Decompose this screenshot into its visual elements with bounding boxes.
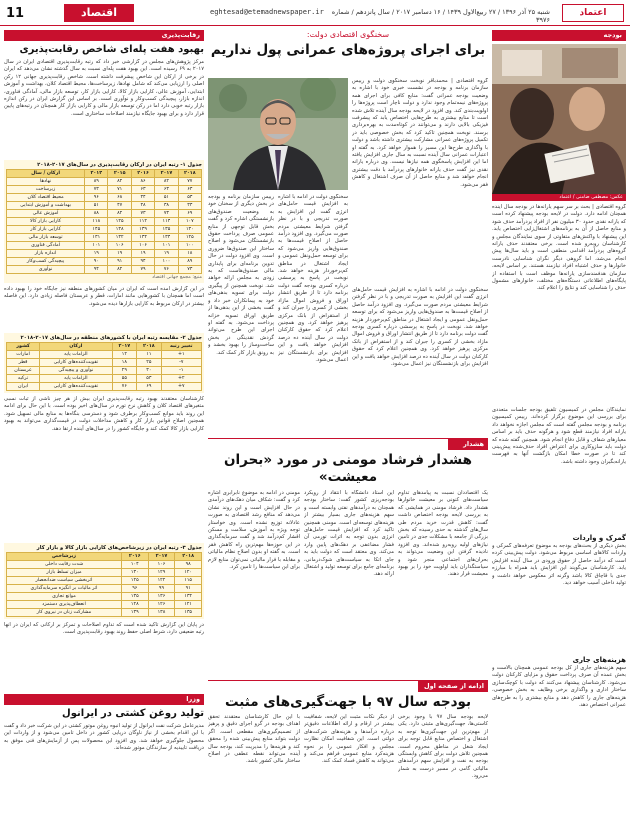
table-cell: ۱۱۵ <box>175 577 202 585</box>
table-cell: ۵۵ <box>112 375 137 383</box>
lead-column-3: رییس سازمان برنامه و بودجه در بخش دیگری از سخنان خود به وضعیت صندوق‌های بازنشستگی اشاره کرد و گفت بخش قابل توجهی از منابع عمومی صرف پرداخت حقوق بازنشستگان می‌شود و اصلاح ساختار این صندوق‌ها ضروری است. وی افزود دولت در حال تدوین برنامه‌ای برای پایداری مالی صندوق‌هاست که به زودی به مجلس ارائه خواهد شد. نوبخت همچنین از پیگیری دولت برای تسویه بدهی‌های خود به پیمانکاران خبر داد و گفت بخشی از این بدهی‌ها از طریق اوراق تسویه خزانه پرداخت می‌شود. به گفته او اجرای این طرح می‌تواند گردش نقدینگی در بخش ساخت‌وساز را بهبود بخشد و به رونق بازار کار کمک کند. <box>208 194 274 356</box>
table-cell: تقویت‌کننده‌های کارایی <box>40 383 113 391</box>
table-header-cell: ۲۰۱۶ <box>131 170 154 178</box>
article-tag: هشدار <box>448 439 488 450</box>
table-cell: الزامات پایه <box>40 375 113 383</box>
table-cell: ۱۳۹ <box>131 226 154 234</box>
table-header-cell: تغییر رتبه <box>161 343 201 351</box>
table-cell: اثربخشی سیاست ضدانحصار <box>7 577 122 585</box>
lead-headline <box>208 30 488 74</box>
table-cell: ۹۰ <box>85 258 108 266</box>
table-cell: ۱۳۰ <box>121 569 148 577</box>
budget-column-1: لایحه بودجه سال ۹۷ با وجود برخی کاستی‌ها، جهت‌گیری‌های مثبتی دارد. یکی از مهم‌ترین این جهت‌گیری‌ها توجه به اشتغال و اختصاص منابع قابل توجه برای ایجاد شغل در مناطق محروم است. همچنین تلاش دولت برای کاهش وابستگی بودجه به نفت و افزایش سهم درآمدهای مالیاتی گامی در مسیر درست به شمار می‌رود. <box>398 714 488 780</box>
table-cell: ۴۴ <box>131 194 154 202</box>
table-cell: ۸۲ <box>108 266 131 274</box>
article-tag: ادامه از صفحه اول <box>418 681 488 692</box>
budget-article <box>208 680 488 816</box>
table-cell: ۵۱ <box>155 194 178 202</box>
table-cell: ۶۸ <box>108 194 131 202</box>
article-body: کارشناسان معتقدند بهبود رتبه رقابت‌پذیری ایران بیش از هر چیز ناشی از ثبات نسبی متغیرهای اقتصاد کلان و کاهش نرخ تورم در سال‌های اخیر بوده است. با این حال برای ادامه این روند باید موانع کسب‌وکار برطرف شود و دسترسی بنگاه‌ها به منابع مالی تسهیل شود. همچنین اصلاح قوانین بازار کار و کاهش مداخلات دولت در قیمت‌گذاری می‌تواند به بهبود کارایی بازار کالا کمک کند و جایگاه کشور را در سال‌های آینده ارتقا دهد. <box>4 396 204 432</box>
table-cell: ۱۲ <box>112 351 137 359</box>
table-row <box>7 178 202 186</box>
table-cell: ۱۰۰ <box>178 242 201 250</box>
dateline: شنبه ۲۵ آذر ۱۳۹۶ / ۲۷ ربیع‌الاول ۱۴۳۹ / ۱۶ دسامبر ۲۰۱۷ / سال پانزدهم / شماره ۳۹۷۶ <box>331 8 550 24</box>
table-cell: ۹۴ <box>131 258 154 266</box>
article-body: سهم هزینه‌های جاری از کل بودجه عمومی همچنان بالاست و بخش عمده آن صرف پرداخت حقوق و مزایای کارکنان دولت می‌شود. کارشناسان پیشنهاد می‌کنند که دولت با کوچک‌سازی ساختار اداری و واگذاری برخی وظایف به بخش خصوصی، هزینه‌های جاری را کاهش دهد و منابع بیشتری را به طرح‌های عمرانی اختصاص دهد. <box>492 665 626 709</box>
table-row <box>7 601 202 609</box>
table-cell: ۸۶ <box>131 178 154 186</box>
table-cell: ۸۸ <box>85 210 108 218</box>
article-title: بهبود هفت پله‌ای شاخص رقابت‌پذیری <box>19 44 204 55</box>
table-cell: ۱+ <box>161 351 201 359</box>
article-body: در پایان این گزارش تاکید شده است که تداوم اصلاحات و تمرکز بر ارکانی که ایران در آنها رتبه ضعیفی دارد، شرط اصلی حفظ روند بهبود رقابت‌پذیری است. <box>4 622 204 636</box>
article-title: بودجه سال ۹۷ با جهت‌گیری‌های مثبت <box>224 694 472 710</box>
table-header-cell: ۲۰۱۵ <box>108 170 131 178</box>
table-cell: ۱۳۴ <box>131 234 154 242</box>
table-cell: ۱۲۸ <box>121 601 148 609</box>
table-row <box>7 561 202 569</box>
table-cell: ۱۹ <box>155 250 178 258</box>
table-cell: ۵۳ <box>178 194 201 202</box>
table-cell: ۶۳ <box>155 186 178 194</box>
table-cell: ۱۳۵ <box>121 593 148 601</box>
table-header-cell: ۲۰۱۶ <box>121 553 148 561</box>
section-email: eghtesad@etemadnewspaper.ir <box>210 8 324 16</box>
newspaper-logo: اعتماد <box>562 4 624 22</box>
table-cell: ۹۹ <box>148 585 175 593</box>
table-cell: عربستان <box>7 367 40 375</box>
table-row <box>7 375 202 383</box>
table-row <box>7 250 202 258</box>
table-header-cell: ۲۰۱۸ <box>175 553 202 561</box>
table-cell: پیچیدگی کسب‌وکار <box>7 258 85 266</box>
table-cell: ۶۳ <box>131 186 154 194</box>
table-cell: ۱۳۵ <box>155 226 178 234</box>
warning-column-1: یک اقتصاددان نسبت به پیامدهای تداوم سیاست‌های کنونی بر معیشت خانوارها هشدار داد. فرشاد مومنی در همایشی که به بررسی لایحه بودجه اختصاص داشت گفت: کاهش قدرت خرید مردم طی سال‌های گذشته به حدی رسیده که بخش بزرگی از جامعه با مشکلات جدی در تامین نیازهای اولیه روبه‌رو شده‌اند. وی افزود نادیده گرفتن این وضعیت می‌تواند به بحران‌های اجتماعی منجر شود و سیاستگذاران باید اولویت خود را بر بهبود معیشت قرار دهند. <box>398 490 488 578</box>
table-cell: ۹۶ <box>121 585 148 593</box>
table-cell: اندازه بازار <box>7 250 85 258</box>
table-cell: ۱۲۱ <box>175 601 202 609</box>
table-cell: ۴۸ <box>131 202 154 210</box>
table-caption: جدول ۳- رتبه ایران در زیرشاخص‌های کارایی بازار کالا و بازار کار <box>36 545 202 551</box>
queue-photo <box>492 44 626 194</box>
table-row <box>7 351 202 359</box>
table-cell: آموزش عالی <box>7 210 85 218</box>
table-cell: ۹۱ <box>108 258 131 266</box>
subheading: هزینه‌های جاری <box>572 656 626 664</box>
table-cell: ۱۱ <box>137 351 162 359</box>
table-cell: ۶۹ <box>137 383 162 391</box>
lead-column-1-continued: سخنگوی دولت در ادامه با اشاره به افزایش قیمت حامل‌های انرژی گفت این افزایش به صورت تدریجی و با در نظر گرفتن شرایط معیشتی مردم صورت می‌گیرد. وی افزود درآمد حاصل از اصلاح قیمت‌ها به صندوق‌هایی واریز می‌شود که برای توسعه حمل‌ونقل عمومی و ایجاد اشتغال در مناطق کم‌برخوردار هزینه خواهد شد. نوبخت در پاسخ به پرسشی درباره کسری بودجه گفت دولت برنامه دارد تا از طریق انتشار اوراق و فروش اموال مازاد بخشی از کسری را جبران کند و از استقراض از بانک مرکزی پرهیز خواهد کرد. وی همچنین اعلام کرد که حقوق کارکنان دولت در سال آینده ده درصد افزایش خواهد یافت و این افزایش برای بازنشستگان نیز اعمال می‌شود. <box>352 287 488 368</box>
table-caption: جدول ۲- مقایسه رتبه ایران با کشورهای منطقه در سال‌های ۲۰۱۷-۲۰۱۸ <box>20 335 202 341</box>
table-cell: ۵۱ <box>85 202 108 210</box>
table-cell: نوآوری <box>7 266 85 274</box>
table-cell: ۱۱۸ <box>85 218 108 226</box>
article-title: تولید روغن کشتی در ایرانول <box>62 708 204 719</box>
table-cell: میزان تسلط بازار <box>7 569 122 577</box>
photo-caption: عکس: مصطفی ضامنی / اعتماد <box>492 194 626 201</box>
table-row <box>7 234 202 242</box>
table-caption: جدول ۱- رتبه ایران در ارکان رقابت‌پذیری در سال‌های ۲۰۱۷-۲۰۱۸ <box>37 162 202 168</box>
table-cell: ۵۳ <box>137 375 162 383</box>
article-tag: بودجه <box>492 30 626 41</box>
table-header-cell: کشور <box>7 343 40 351</box>
table-cell: قطر <box>7 359 40 367</box>
table-cell: ۱۹ <box>131 250 154 258</box>
table-cell: ۱۲۵ <box>121 577 148 585</box>
table-header-cell: ارکان <box>40 343 113 351</box>
table-cell: ۳۸ <box>155 202 178 210</box>
table-cell: ایران <box>7 383 40 391</box>
table-cell: ۸۹ <box>178 258 201 266</box>
table-cell: نوآوری و پیچیدگی <box>40 367 113 375</box>
table-cell: ۸۹ <box>85 178 108 186</box>
article-title: هشدار فرشاد مومنی در مورد «بحران معیشت» <box>224 452 472 485</box>
lead-title: برای اجرای پروژه‌های عمرانی پول نداریم <box>210 42 486 58</box>
table-cell: ۱۰۶ <box>148 561 175 569</box>
table-cell: ۱۳۲ <box>108 234 131 242</box>
warning-column-3: مومنی در ادامه به موضوع نابرابری اشاره کرد و گفت: شکاف میان دهک‌های درآمدی در حال افزایش است و این روند نشان می‌دهد که منافع رشد اقتصادی به صورت عادلانه توزیع نشده است. وی خواستار توجه ویژه به آموزش، سلامت و مسکن اقشار کم‌درآمد شد و گفت سرمایه‌گذاری در این حوزه‌ها مهم‌ترین راه کاهش فقر است. به گفته او بدون اصلاح نظام مالیاتی و مقابله با فرار مالیاتی نمی‌توان منابع لازم برای این سیاست‌ها را تامین کرد. <box>208 490 300 571</box>
table-row <box>7 210 202 218</box>
table-cell: ۷۳ <box>131 210 154 218</box>
table-cell: ۶۹ <box>178 210 201 218</box>
table-cell: الزامات پایه <box>40 351 113 359</box>
table-cell: شدت رقابت داخلی <box>7 561 122 569</box>
page-header <box>0 0 630 26</box>
table-cell: ۸۲ <box>155 178 178 186</box>
table-cell: ۱۳۴ <box>175 593 202 601</box>
lead-kicker: سخنگوی اقتصادی دولت: <box>306 30 390 39</box>
table-cell: ۷- <box>161 359 201 367</box>
table-cell: ۱۱۲ <box>131 218 154 226</box>
table-row <box>7 266 202 274</box>
table-cell: ۱۳۸ <box>108 226 131 234</box>
table-cell: ۱۰۶ <box>131 242 154 250</box>
table-header-cell: ۲۰۱۸ <box>137 343 162 351</box>
page-number: 11 <box>6 6 25 21</box>
table-row <box>7 359 202 367</box>
table-source: منبع: مجمع جهانی اقتصاد <box>151 275 202 280</box>
table-header-cell: ۲۰۱۸ <box>178 170 201 178</box>
table-row <box>7 609 202 617</box>
table-row <box>7 218 202 226</box>
table-cell: ۱۹ <box>85 250 108 258</box>
table-cell: ۲۹ <box>112 367 137 375</box>
subindex-table <box>4 543 204 619</box>
table-cell: ۱۰۶ <box>108 242 131 250</box>
lead-column-2: سخنگوی دولت در ادامه با اشاره به افزایش قیمت حامل‌های انرژی گفت این افزایش به صورت تدریجی و با در نظر گرفتن شرایط معیشتی مردم صورت می‌گیرد. وی افزود درآمد حاصل از اصلاح قیمت‌ها به صندوق‌هایی واریز می‌شود که برای توسعه حمل‌ونقل عمومی و ایجاد اشتغال در مناطق کم‌برخوردار هزینه خواهد شد. نوبخت در پاسخ به پرسشی درباره کسری بودجه گفت دولت برنامه دارد تا از طریق انتشار اوراق و فروش اموال مازاد بخشی از کسری را جبران کند و از استقراض از بانک مرکزی پرهیز خواهد کرد. وی همچنین اعلام کرد که حقوق کارکنان دولت در سال آینده ده درصد افزایش خواهد یافت و این افزایش برای بازنشستگان نیز اعمال می‌شود. <box>278 194 348 363</box>
table-cell: بهداشت و آموزش ابتدایی <box>7 202 85 210</box>
table-header-cell: ارکان / سال <box>7 170 85 178</box>
table-cell: ۱۳۰ <box>178 226 201 234</box>
table-cell: ۳۰ <box>137 367 162 375</box>
table-row <box>7 569 202 577</box>
table-cell: ۷۶ <box>112 383 137 391</box>
table-cell: ۱۰۷ <box>178 218 201 226</box>
table-cell: ۸۲ <box>108 210 131 218</box>
warning-article <box>208 438 488 676</box>
table-cell: ۷+ <box>161 383 201 391</box>
article-body: در این گزارش آمده است که ایران در میان کشورهای منطقه نیز جایگاه خود را بهبود داده است اما همچنان با کشورهایی مانند امارات، قطر و عربستان فاصله زیادی دارد. این فاصله بیشتر در ارکان مربوط به کارایی بازارها دیده می‌شود. <box>4 286 204 307</box>
table-cell: ۱۰۰ <box>155 258 178 266</box>
table-cell: کارایی بازار کالا <box>7 218 85 226</box>
table-row <box>7 258 202 266</box>
spokesman-photo <box>208 78 348 190</box>
rank-table-1-grid <box>6 169 202 274</box>
table-cell: امارات <box>7 351 40 359</box>
table-cell: موانع تجاری <box>7 593 122 601</box>
table-header-cell: ۲۰۱۴ <box>85 170 108 178</box>
table-cell: نهادها <box>7 178 85 186</box>
competitiveness-article <box>4 30 204 690</box>
table-cell: ۹۶ <box>85 194 108 202</box>
section-label: اقتصاد <box>64 4 134 22</box>
table-cell: ۷۳ <box>178 266 201 274</box>
subsidy-article <box>492 30 626 816</box>
table-cell: کارایی بازار کار <box>7 226 85 234</box>
table-cell: ۱۳۴ <box>155 234 178 242</box>
table-cell: ۱۴۵ <box>85 226 108 234</box>
table-row <box>7 593 202 601</box>
article-body: مدیرعامل شرکت نفت ایرانول از تولید انبوه روغن موتور کشتی در این شرکت خبر داد و گفت با این اقدام بخشی از نیاز ناوگان دریایی کشور در داخل تامین می‌شود و از واردات این محصول جلوگیری خواهد شد. وی افزود این محصولات پس از آزمایش‌های فنی موفق به دریافت تاییدیه از سازندگان موتور شده‌اند. <box>4 723 204 752</box>
section-divider <box>208 438 488 439</box>
budget-column-3: با این حال کارشناسان معتقدند تحقق اهداف بودجه در گرو اجرای دقیق و پرهیز از تصمیم‌گیری‌های مقطعی است. اگر دولت بتواند منابع پیش‌بینی شده را محقق کند و هزینه‌ها را مدیریت کند، بودجه سال آینده می‌تواند نقطه عطفی در اصلاح ساختار مالی کشور باشد. <box>208 714 300 765</box>
table-header-cell: ۲۰۱۷ <box>155 170 178 178</box>
article-tag: رقابت‌پذیری <box>4 30 204 41</box>
table-cell: محیط اقتصاد کلان <box>7 194 85 202</box>
table-cell: ۱۳۵ <box>175 609 202 617</box>
region-table <box>4 333 204 393</box>
table-cell: ۱۳۱ <box>85 234 108 242</box>
table-row <box>7 577 202 585</box>
table-cell: ۱۲۹ <box>148 569 175 577</box>
spokesman-illustration <box>208 78 348 190</box>
table-cell: ۱۲۲ <box>148 577 175 585</box>
table-row <box>7 226 202 234</box>
article-body: مرکز پژوهش‌های مجلس در گزارشی خبر داد که رتبه رقابت‌پذیری اقتصادی ایران در سال ۲۰۱۷ به ۶۹ رسیده است. این بهبود هفت پله‌ای نسبت به سال گذشته نشان می‌دهد که ایران در برخی از ارکان این شاخص پیشرفت داشته است. شاخص رقابت‌پذیری جهانی ۱۲ رکن اصلی را ارزیابی می‌کند که شامل نهادها، زیرساخت‌ها، محیط اقتصاد کلان، بهداشت و آموزش ابتدایی، آموزش عالی، کارایی بازار کالا، کارایی بازار کار، توسعه بازار مالی، آمادگی فناوری، اندازه بازار، پیچیدگی کسب‌وکار و نوآوری است. بر اساس این گزارش ایران در رکن اندازه بازار رتبه خوبی دارد اما در رکن توسعه بازار مالی و کارایی بازار کار همچنان در رتبه‌های پایین قرار دارد و برای بهبود جایگاه نیازمند اصلاحات ساختاری است. <box>4 59 204 117</box>
table-cell: ترکیه <box>7 375 40 383</box>
table-cell: توسعه بازار مالی <box>7 234 85 242</box>
table-cell: ۴۷ <box>108 202 131 210</box>
subindex-table-grid <box>6 552 202 617</box>
table-cell: ۱۹ <box>108 250 131 258</box>
article-tag: وزرا <box>4 694 204 705</box>
article-body: گروه اقتصادی | بحث بر سر سهم یارانه‌ها در بودجه سال آینده همچنان ادامه دارد. دولت در لایحه بودجه پیشنهاد کرده است که یارانه نقدی حدود ۳۰ میلیون نفر از افراد پردرآمد حذف شود و منابع حاصل از آن به برنامه‌های اشتغال‌زایی اختصاص یابد. این پیشنهاد با واکنش‌های متفاوتی از سوی نمایندگان مجلس و کارشناسان روبه‌رو شده است. برخی معتقدند حذف یارانه گروه‌های پردرآمد اقدامی منطقی است و باید سال‌ها پیش انجام می‌شد، اما گروهی دیگر نگران شناسایی نادرست خانوارها و حذف اشتباه افراد نیازمند هستند. بر اساس لایحه، سازمان هدفمندسازی یارانه‌ها موظف است با استفاده از پایگاه‌های اطلاعاتی دستگاه‌های مختلف، خانوارهای مشمول حذف را شناسایی کند و نتایج را اعلام کند. <box>492 204 626 292</box>
table-cell: ۳۳ <box>178 202 201 210</box>
table-cell: ۷۷ <box>178 178 201 186</box>
table-cell: ۱۰۱ <box>85 242 108 250</box>
table-row <box>7 186 202 194</box>
article-body: بخش دیگری از بحث‌های بودجه به موضوع تعرفه‌های گمرکی و واردات کالاهای اساسی مربوط می‌شود. دولت پیش‌بینی کرده است که درآمد حاصل از حقوق ورودی در سال آینده افزایش یابد. کارشناسان می‌گویند این افزایش باید همراه با مبارزه جدی با قاچاق کالا باشد وگرنه اثر معکوس خواهد داشت و تولید داخلی آسیب خواهد دید. <box>492 543 626 587</box>
rank-table-1 <box>4 160 204 283</box>
table-cell: ۹۴ <box>85 266 108 274</box>
table-cell: آمادگی فناوری <box>7 242 85 250</box>
table-cell: ۹۸ <box>175 561 202 569</box>
table-cell: ۱- <box>161 367 201 375</box>
table-row <box>7 367 202 375</box>
warning-column-2: این استاد دانشگاه با انتقاد از رویکرد بودجه‌ریزی کشور گفت: ساختار بودجه همچنان به درآمدهای نفتی وابسته است و سهم هزینه‌های جاری بسیار بیشتر از هزینه‌های توسعه‌ای است. مومنی همچنین تاکید کرد که افزایش قیمت حامل‌های انرژی بدون توجه به اثرات تورمی آن فشار مضاعفی بر دهک‌های پایین وارد می‌کند. وی معتقد است که دولت باید به جای اتکا به سیاست‌های شوک‌درمانی، برنامه‌ای جامع برای توسعه تولید و اشتغال ارائه دهد. <box>304 490 394 578</box>
budget-column-2: از دیگر نکات مثبت این لایحه، شفافیت بیشتر در ارقام و ارائه اطلاعات دقیق‌تر درباره درآمدها و هزینه‌های شرکت‌های دولتی است. این شفافیت امکان نظارت مجلس و افکار عمومی را بر نحوه هزینه‌کرد منابع عمومی فراهم می‌کند و می‌تواند به کاهش فساد کمک کند. <box>304 714 394 765</box>
table-cell: ۱۸ <box>178 250 201 258</box>
table-cell: انعطاف‌پذیری دستمزد <box>7 601 122 609</box>
table-row <box>7 194 202 202</box>
table-cell: ۲۵ <box>137 359 162 367</box>
table-row <box>7 585 202 593</box>
table-cell: ۱۳۸ <box>148 609 175 617</box>
table-header-cell: ۲۰۱۷ <box>112 343 137 351</box>
region-table-grid <box>6 342 202 391</box>
table-cell: ۷۱ <box>108 186 131 194</box>
table-row <box>7 242 202 250</box>
table-cell: ۷۳ <box>155 210 178 218</box>
table-cell: ۱۲۵ <box>108 218 131 226</box>
table-cell: ۱۰۴ <box>121 561 148 569</box>
table-cell: ۶۳ <box>178 186 201 194</box>
table-cell: ۱۱۴ <box>155 218 178 226</box>
table-cell: ۷۶ <box>155 266 178 274</box>
table-header-cell: ۲۰۱۷ <box>148 553 175 561</box>
table-row <box>7 202 202 210</box>
table-cell: ۲+ <box>161 375 201 383</box>
table-cell: ۱۲۶ <box>148 601 175 609</box>
table-cell: ۸۲ <box>108 178 131 186</box>
table-cell: ۷۳ <box>85 186 108 194</box>
table-row <box>7 383 202 391</box>
table-cell: ۱۲۵ <box>178 234 201 242</box>
oil-article <box>4 694 204 816</box>
table-cell: ۱۲۰ <box>175 569 202 577</box>
subheading: گمرک و واردات <box>572 534 626 542</box>
table-cell: ۹۱ <box>175 585 202 593</box>
table-cell: مشارکت زنان در نیروی کار <box>7 609 122 617</box>
table-cell: زیرساخت <box>7 186 85 194</box>
bank-queue-illustration <box>492 44 626 194</box>
lead-column-1: گروه اقتصادی | محمدباقر نوبخت سخنگوی دولت و رییس سازمان برنامه و بودجه در نشست خبری خود با اشاره به وضعیت بودجه عمرانی گفت: منابع کافی برای اجرای همه پروژه‌های نیمه‌تمام وجود ندارد و دولت ناچار است پروژه‌ها را اولویت‌بندی کند. وی افزود در لایحه بودجه سال آینده تلاش شده است تا منابع بیشتری به طرح‌هایی اختصاص یابد که پیشرفت فیزیکی بالایی دارند و می‌توانند در کوتاه‌مدت به بهره‌برداری برسند. نوبخت همچنین تاکید کرد که بخش خصوصی باید در تکمیل پروژه‌های عمرانی مشارکت بیشتری داشته باشد و دولت با واگذاری طرح‌ها این مسیر را هموار خواهد کرد. به گفته او اعتبارات عمرانی سال آینده نسبت به سال جاری افزایش یافته اما این افزایش پاسخگوی همه نیازها نیست. وی درباره یارانه نقدی نیز گفت حذف یارانه خانوارهای پردرآمد با دقت بیشتری انجام خواهد شد و منابع حاصل از آن صرف اشتغال و کاهش فقر می‌شود. <box>352 78 488 188</box>
table-cell: ۱۸ <box>112 359 137 367</box>
table-header-cell: زیرشاخص <box>7 553 122 561</box>
table-cell: ۱۳۹ <box>121 609 148 617</box>
table-cell: ۱۳۶ <box>148 593 175 601</box>
table-cell: تقویت‌کننده‌های کارایی <box>40 359 113 367</box>
table-cell: اثر مالیات بر انگیزه سرمایه‌گذاری <box>7 585 122 593</box>
table-cell: ۷۹ <box>131 266 154 274</box>
article-body: نمایندگان مجلس در کمیسیون تلفیق بودجه جلسات متعددی برای بررسی این موضوع برگزار کرده‌اند. رییس کمیسیون برنامه و بودجه مجلس گفته است که مجلس اجازه نخواهد داد یارانه افراد نیازمند قطع شود و هرگونه حذف باید بر اساس معیارهای شفاف و قابل دفاع انجام شود. همچنین گفته شده که دولت باید سازوکاری برای اعتراض افراد حذف‌شده پیش‌بینی کند تا در صورت خطا امکان بازگشت آنها به فهرست یارانه‌بگیران وجود داشته باشد. <box>492 407 626 465</box>
table-cell: ۱۰۱ <box>155 242 178 250</box>
